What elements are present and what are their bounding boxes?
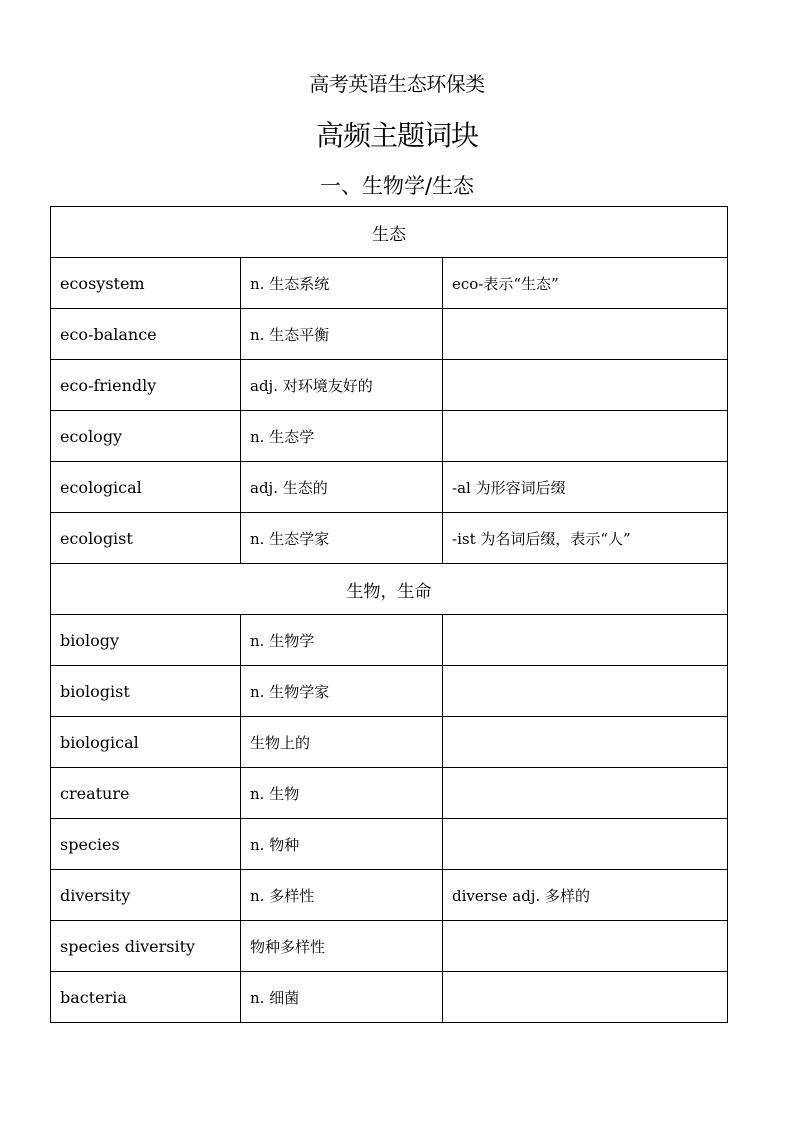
note-cell [443, 411, 728, 462]
group-heading: 生物，生命 [51, 564, 728, 615]
table-row [51, 360, 728, 411]
table-row [51, 615, 728, 666]
table-row [51, 972, 728, 1023]
word-cell: ecological [51, 462, 241, 513]
table-group-header [51, 564, 728, 615]
table-row [51, 921, 728, 972]
meaning-cell: n. 生态学家 [241, 513, 443, 564]
table-row [51, 768, 728, 819]
word-cell: species diversity [51, 921, 241, 972]
word-cell: eco-friendly [51, 360, 241, 411]
meaning-cell: n. 生物学 [241, 615, 443, 666]
vocabulary-table [50, 206, 728, 1023]
word-cell: species [51, 819, 241, 870]
table-row [51, 411, 728, 462]
note-cell [443, 972, 728, 1023]
word-cell: diversity [51, 870, 241, 921]
note-cell [443, 921, 728, 972]
table-row [51, 870, 728, 921]
note-cell [443, 615, 728, 666]
meaning-cell: adj. 生态的 [241, 462, 443, 513]
note-cell: eco-表示“生态” [443, 258, 728, 309]
word-cell: bacteria [51, 972, 241, 1023]
word-cell: creature [51, 768, 241, 819]
table-row [51, 258, 728, 309]
meaning-cell: n. 细菌 [241, 972, 443, 1023]
table-row [51, 309, 728, 360]
group-heading: 生态 [51, 207, 728, 258]
note-cell [443, 819, 728, 870]
meaning-cell: adj. 对环境友好的 [241, 360, 443, 411]
table-group-header [51, 207, 728, 258]
note-cell [443, 717, 728, 768]
note-cell: diverse adj. 多样的 [443, 870, 728, 921]
note-cell [443, 360, 728, 411]
table-row [51, 819, 728, 870]
note-cell [443, 309, 728, 360]
word-cell: eco-balance [51, 309, 241, 360]
section-heading: 一、生物学/生态 [319, 174, 475, 198]
table-row [51, 717, 728, 768]
word-cell: biology [51, 615, 241, 666]
word-cell: biological [51, 717, 241, 768]
table-row [51, 462, 728, 513]
table-row [51, 513, 728, 564]
meaning-cell: 物种多样性 [241, 921, 443, 972]
meaning-cell: n. 多样性 [241, 870, 443, 921]
meaning-cell: n. 生态学 [241, 411, 443, 462]
note-cell: -al 为形容词后缀 [443, 462, 728, 513]
meaning-cell: n. 生态系统 [241, 258, 443, 309]
word-cell: ecosystem [51, 258, 241, 309]
note-cell [443, 768, 728, 819]
meaning-cell: 生物上的 [241, 717, 443, 768]
meaning-cell: n. 生物 [241, 768, 443, 819]
note-cell: -ist 为名词后缀，表示“人” [443, 513, 728, 564]
meaning-cell: n. 生物学家 [241, 666, 443, 717]
note-cell [443, 666, 728, 717]
document-title: 高频主题词块 [315, 119, 478, 152]
word-cell: ecology [51, 411, 241, 462]
table-row [51, 666, 728, 717]
document-subtitle: 高考英语生态环保类 [309, 72, 485, 96]
meaning-cell: n. 生态平衡 [241, 309, 443, 360]
word-cell: ecologist [51, 513, 241, 564]
meaning-cell: n. 物种 [241, 819, 443, 870]
word-cell: biologist [51, 666, 241, 717]
